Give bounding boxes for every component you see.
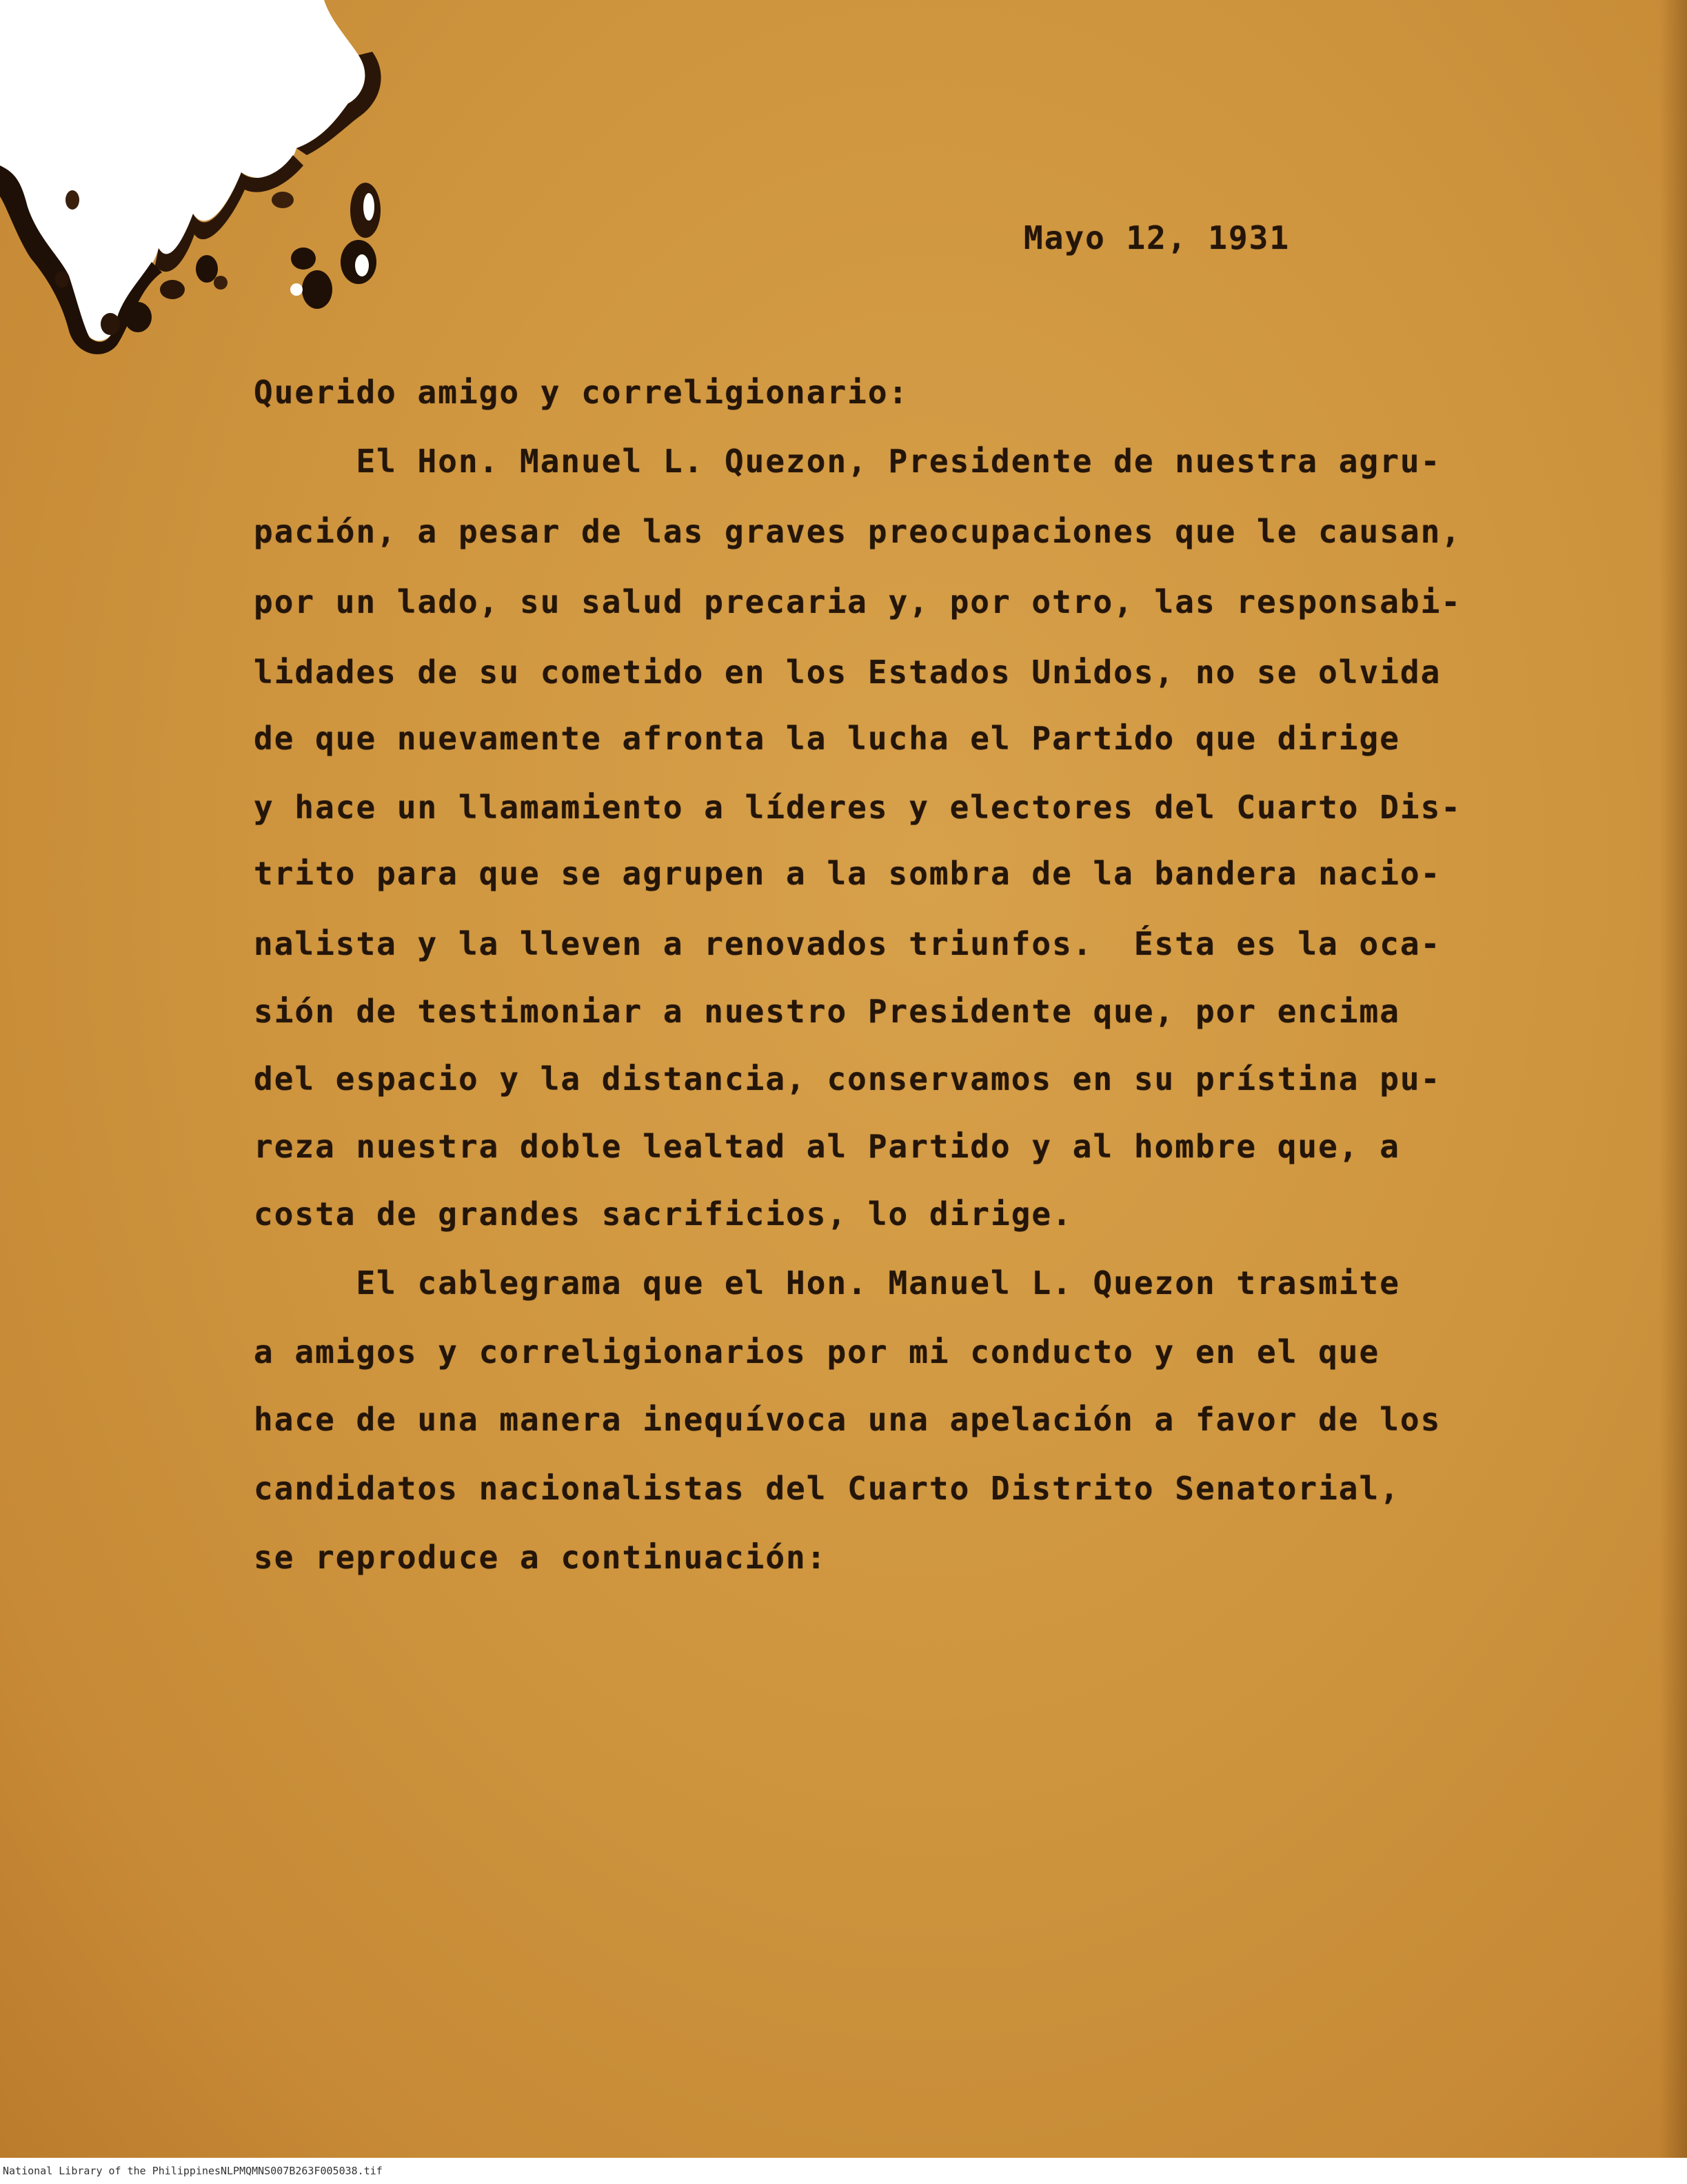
body-line: hace de una manera inequívoca una apelación a favor de los [254,1401,1442,1438]
body-line: trito para que se agrupen a la sombra de la bandera nacio- [254,855,1442,892]
body-line: y hace un llamamiento a líderes y electores del Cuarto Dis- [254,789,1462,826]
body-line: reza nuestra doble lealtad al Partido y al hombre que, a [254,1128,1400,1165]
body-line: nalista y la lleven a renovados triunfos. Ésta es la oca- [254,925,1442,962]
body-line: por un lado, su salud precaria y, por otro, las responsabi- [254,583,1462,620]
body-line: sión de testimoniar a nuestro Presidente que, por encima [254,993,1400,1030]
body-line: pación, a pesar de las graves preocupaciones que le causan, [254,513,1462,550]
body-line: El Hon. Manuel L. Quezon, Presidente de nuestra agru- [254,443,1442,480]
body-line: costa de grandes sacrificios, lo dirige. [254,1195,1073,1233]
body-line: a amigos y correligionarios por mi conducto y en el que [254,1333,1380,1371]
body-line: El cablegrama que el Hon. Manuel L. Quezon trasmite [254,1264,1400,1302]
footer-filename: NLPMQMNS007B263F005038.tif [221,2165,383,2177]
body-line: de que nuevamente afronta la lucha el Partido que dirige [254,720,1400,757]
body-line: lidades de su cometido en los Estados Unidos, no se olvida [254,654,1442,691]
burn-damage-mark [0,0,414,358]
scan-footer [0,2158,1687,2184]
body-line: del espacio y la distancia, conservamos en su prístina pu- [254,1060,1442,1098]
letter-salutation: Querido amigo y correligionario: [254,374,909,411]
letter-date: Mayo 12, 1931 [1024,219,1291,256]
footer-library-name: National Library of the Philippines [3,2165,221,2177]
body-line: candidatos nacionalistas del Cuarto Distrito Senatorial, [254,1470,1400,1507]
body-line: se reproduce a continuación: [254,1539,827,1576]
